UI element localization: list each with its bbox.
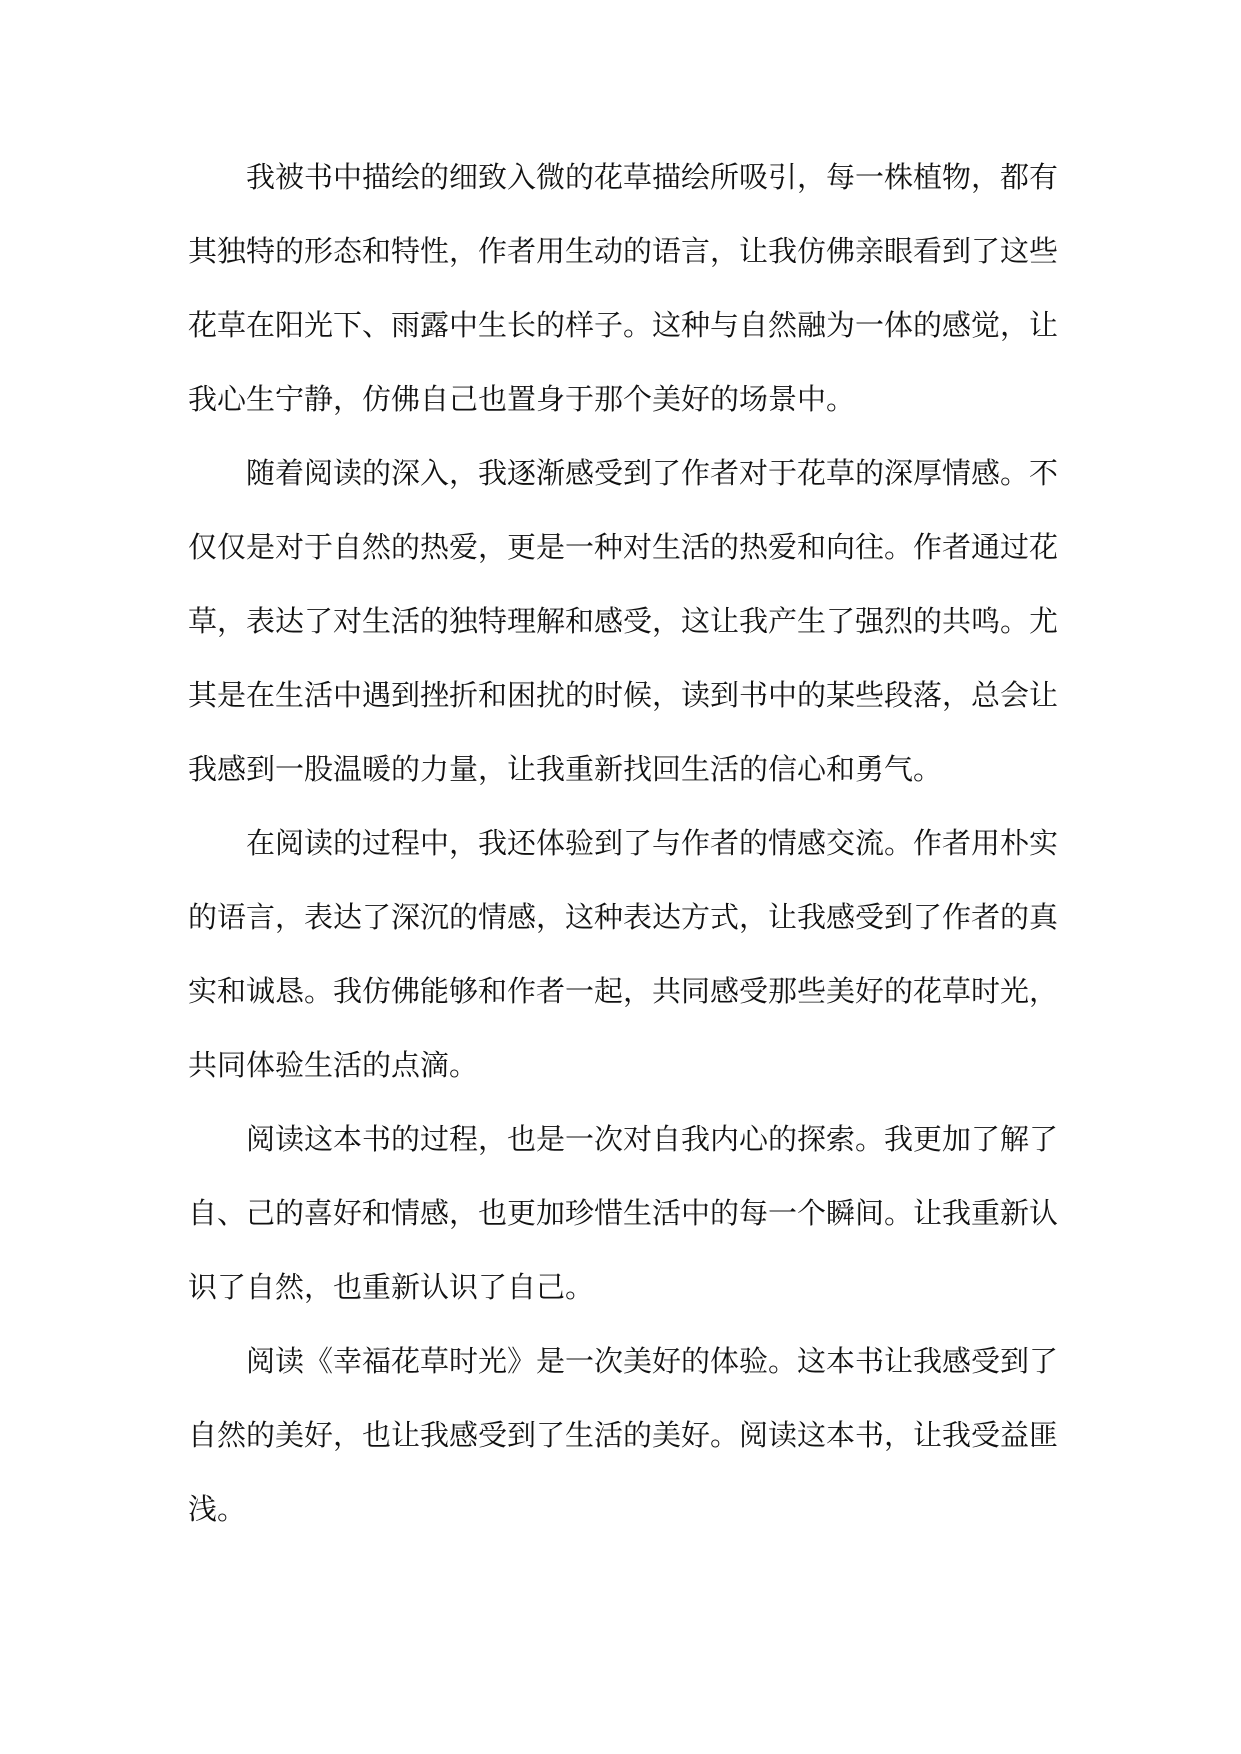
paragraph: 在阅读的过程中，我还体验到了与作者的情感交流。作者用朴实的语言，表达了深沉的情感，这种表达方式，让我感受到了作者的真实和诚恳。我仿佛能够和作者一起，共同感受那些美好的花草时光，共同体验生活的点滴。 (188, 826, 1059, 1082)
document-body (188, 140, 1058, 1546)
paragraph: 阅读这本书的过程，也是一次对自我内心的探索。我更加了解了自、己的喜好和情感，也更加珍惜生活中的每一个瞬间。让我重新认识了自然，也重新认识了自己。 (188, 1122, 1059, 1304)
paragraph: 我被书中描绘的细致入微的花草描绘所吸引，每一株植物，都有其独特的形态和特性，作者用生动的语言，让我仿佛亲眼看到了这些花草在阳光下、雨露中生长的样子。这种与自然融为一体的感觉，让我心生宁静，仿佛自己也置身于那个美好的场景中。 (188, 160, 1059, 416)
paragraph: 阅读《幸福花草时光》是一次美好的体验。这本书让我感受到了自然的美好，也让我感受到了生活的美好。阅读这本书，让我受益匪浅。 (188, 1344, 1059, 1526)
paragraph: 随着阅读的深入，我逐渐感受到了作者对于花草的深厚情感。不仅仅是对于自然的热爱，更是一种对生活的热爱和向往。作者通过花草，表达了对生活的独特理解和感受，这让我产生了强烈的共鸣。尤其是在生活中遇到挫折和困扰的时候，读到书中的某些段落，总会让我感到一股温暖的力量，让我重新找回生活的信心和勇气。 (188, 456, 1059, 786)
